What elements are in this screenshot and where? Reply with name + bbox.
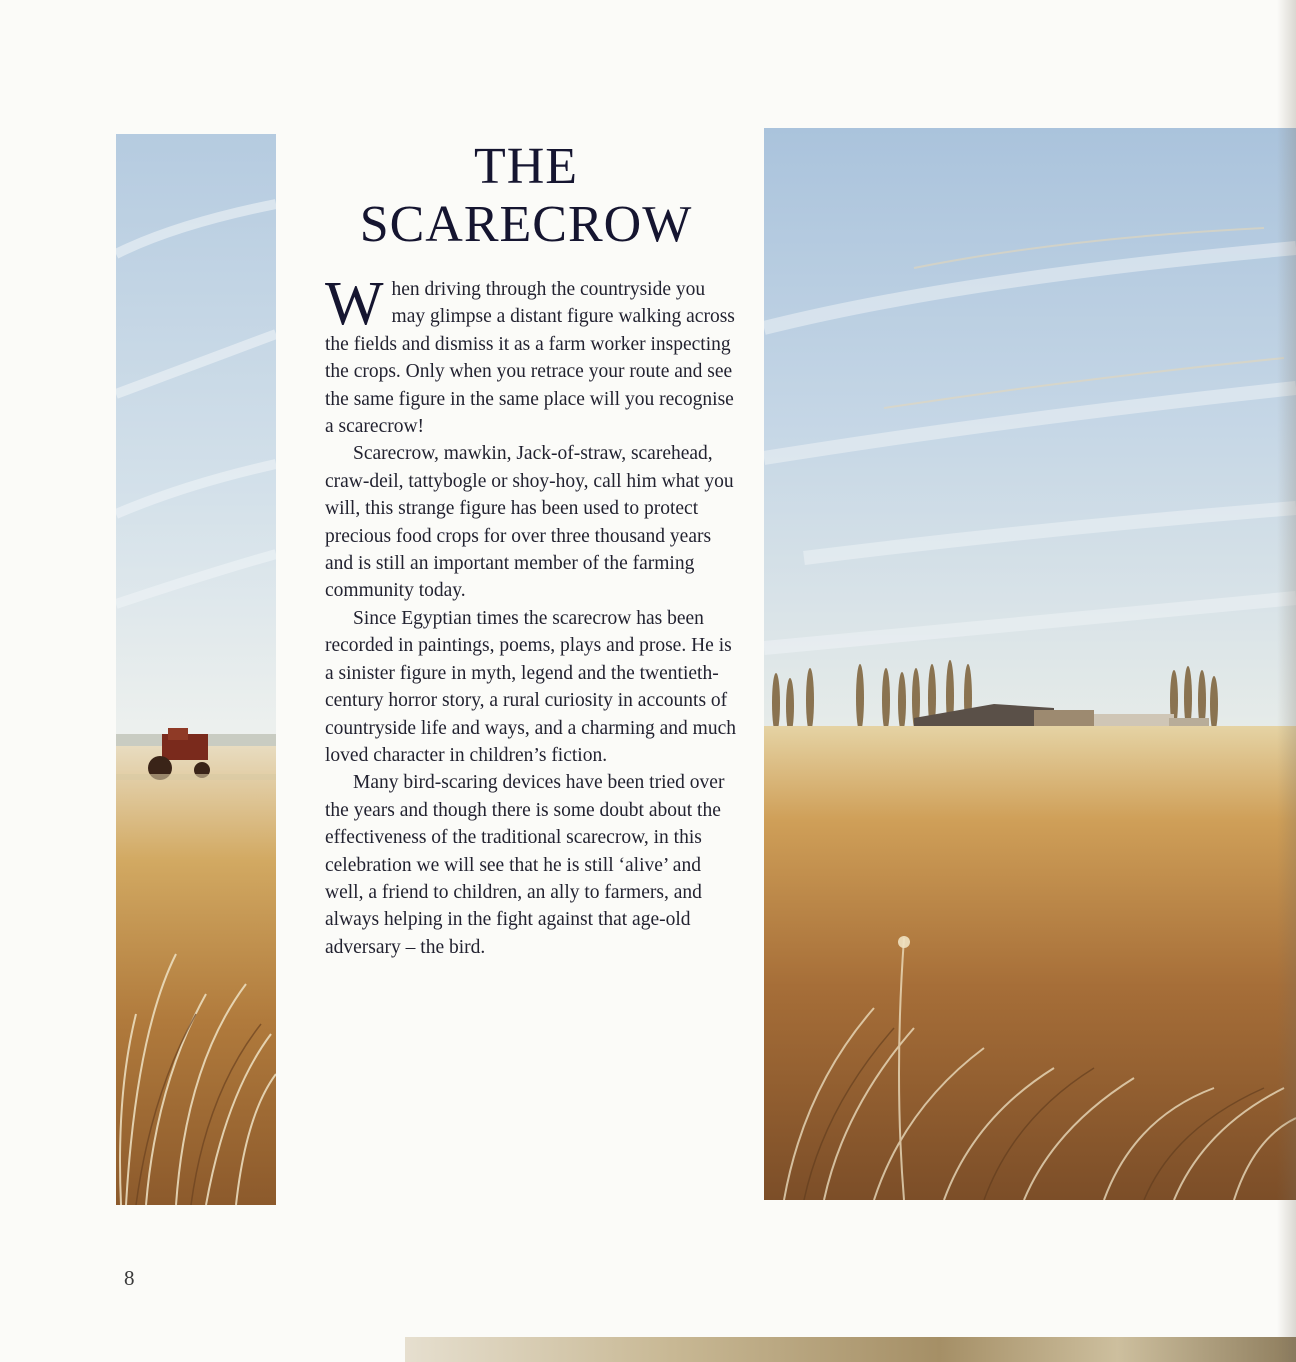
paragraph-2: Scarecrow, mawkin, Jack-of-straw, scarehead, craw-deil, tattybogle or shoy-hoy, call him what you will, this strange figure has been used to protect precious food crops for over three thousand years and is still an important member of the farming community today.: [325, 443, 734, 602]
article-body: [325, 270, 737, 961]
right-painting-farm-landscape: [764, 128, 1296, 1200]
next-page-edge: [405, 1337, 1296, 1362]
farm-landscape-illustration: [764, 128, 1296, 1200]
paragraph-4: Many bird-scaring devices have been tried over the years and though there is some doubt about the effectiveness of the traditional scarecrow, in this celebration we will see that he is still ‘alive’ and well, a friend to children, an ally to farmers, and always helping in the fight against that age-old adversary – the bird.: [325, 772, 725, 958]
page-number: 8: [124, 1266, 135, 1290]
tractor-field-illustration: [116, 134, 276, 1205]
left-painting-tractor-field: [116, 134, 276, 1205]
paragraph-3: Since Egyptian times the scarecrow has been recorded in paintings, poems, plays and prose. He is a sinister figure in myth, legend and the twentieth-century horror story, a rural curiosity in accounts of countryside life and ways, and a charming and much loved character in children’s fiction.: [325, 607, 736, 766]
paragraph-1-text: hen driving through the countryside you may glimpse a distant figure walking across the fields and dismiss it as a farm worker inspecting the crops. Only when you retrace your route and see the same figure in the same place will you recognise a scarecrow!: [325, 279, 735, 438]
seedhead-icon: [898, 936, 910, 948]
binding-shadow: [1277, 0, 1296, 1362]
paragraph-1: [325, 270, 737, 440]
drop-cap: W: [325, 270, 384, 338]
title-line-2: SCARECROW: [359, 196, 693, 253]
title-line-1: THE: [473, 138, 579, 195]
article-title: [296, 138, 756, 254]
